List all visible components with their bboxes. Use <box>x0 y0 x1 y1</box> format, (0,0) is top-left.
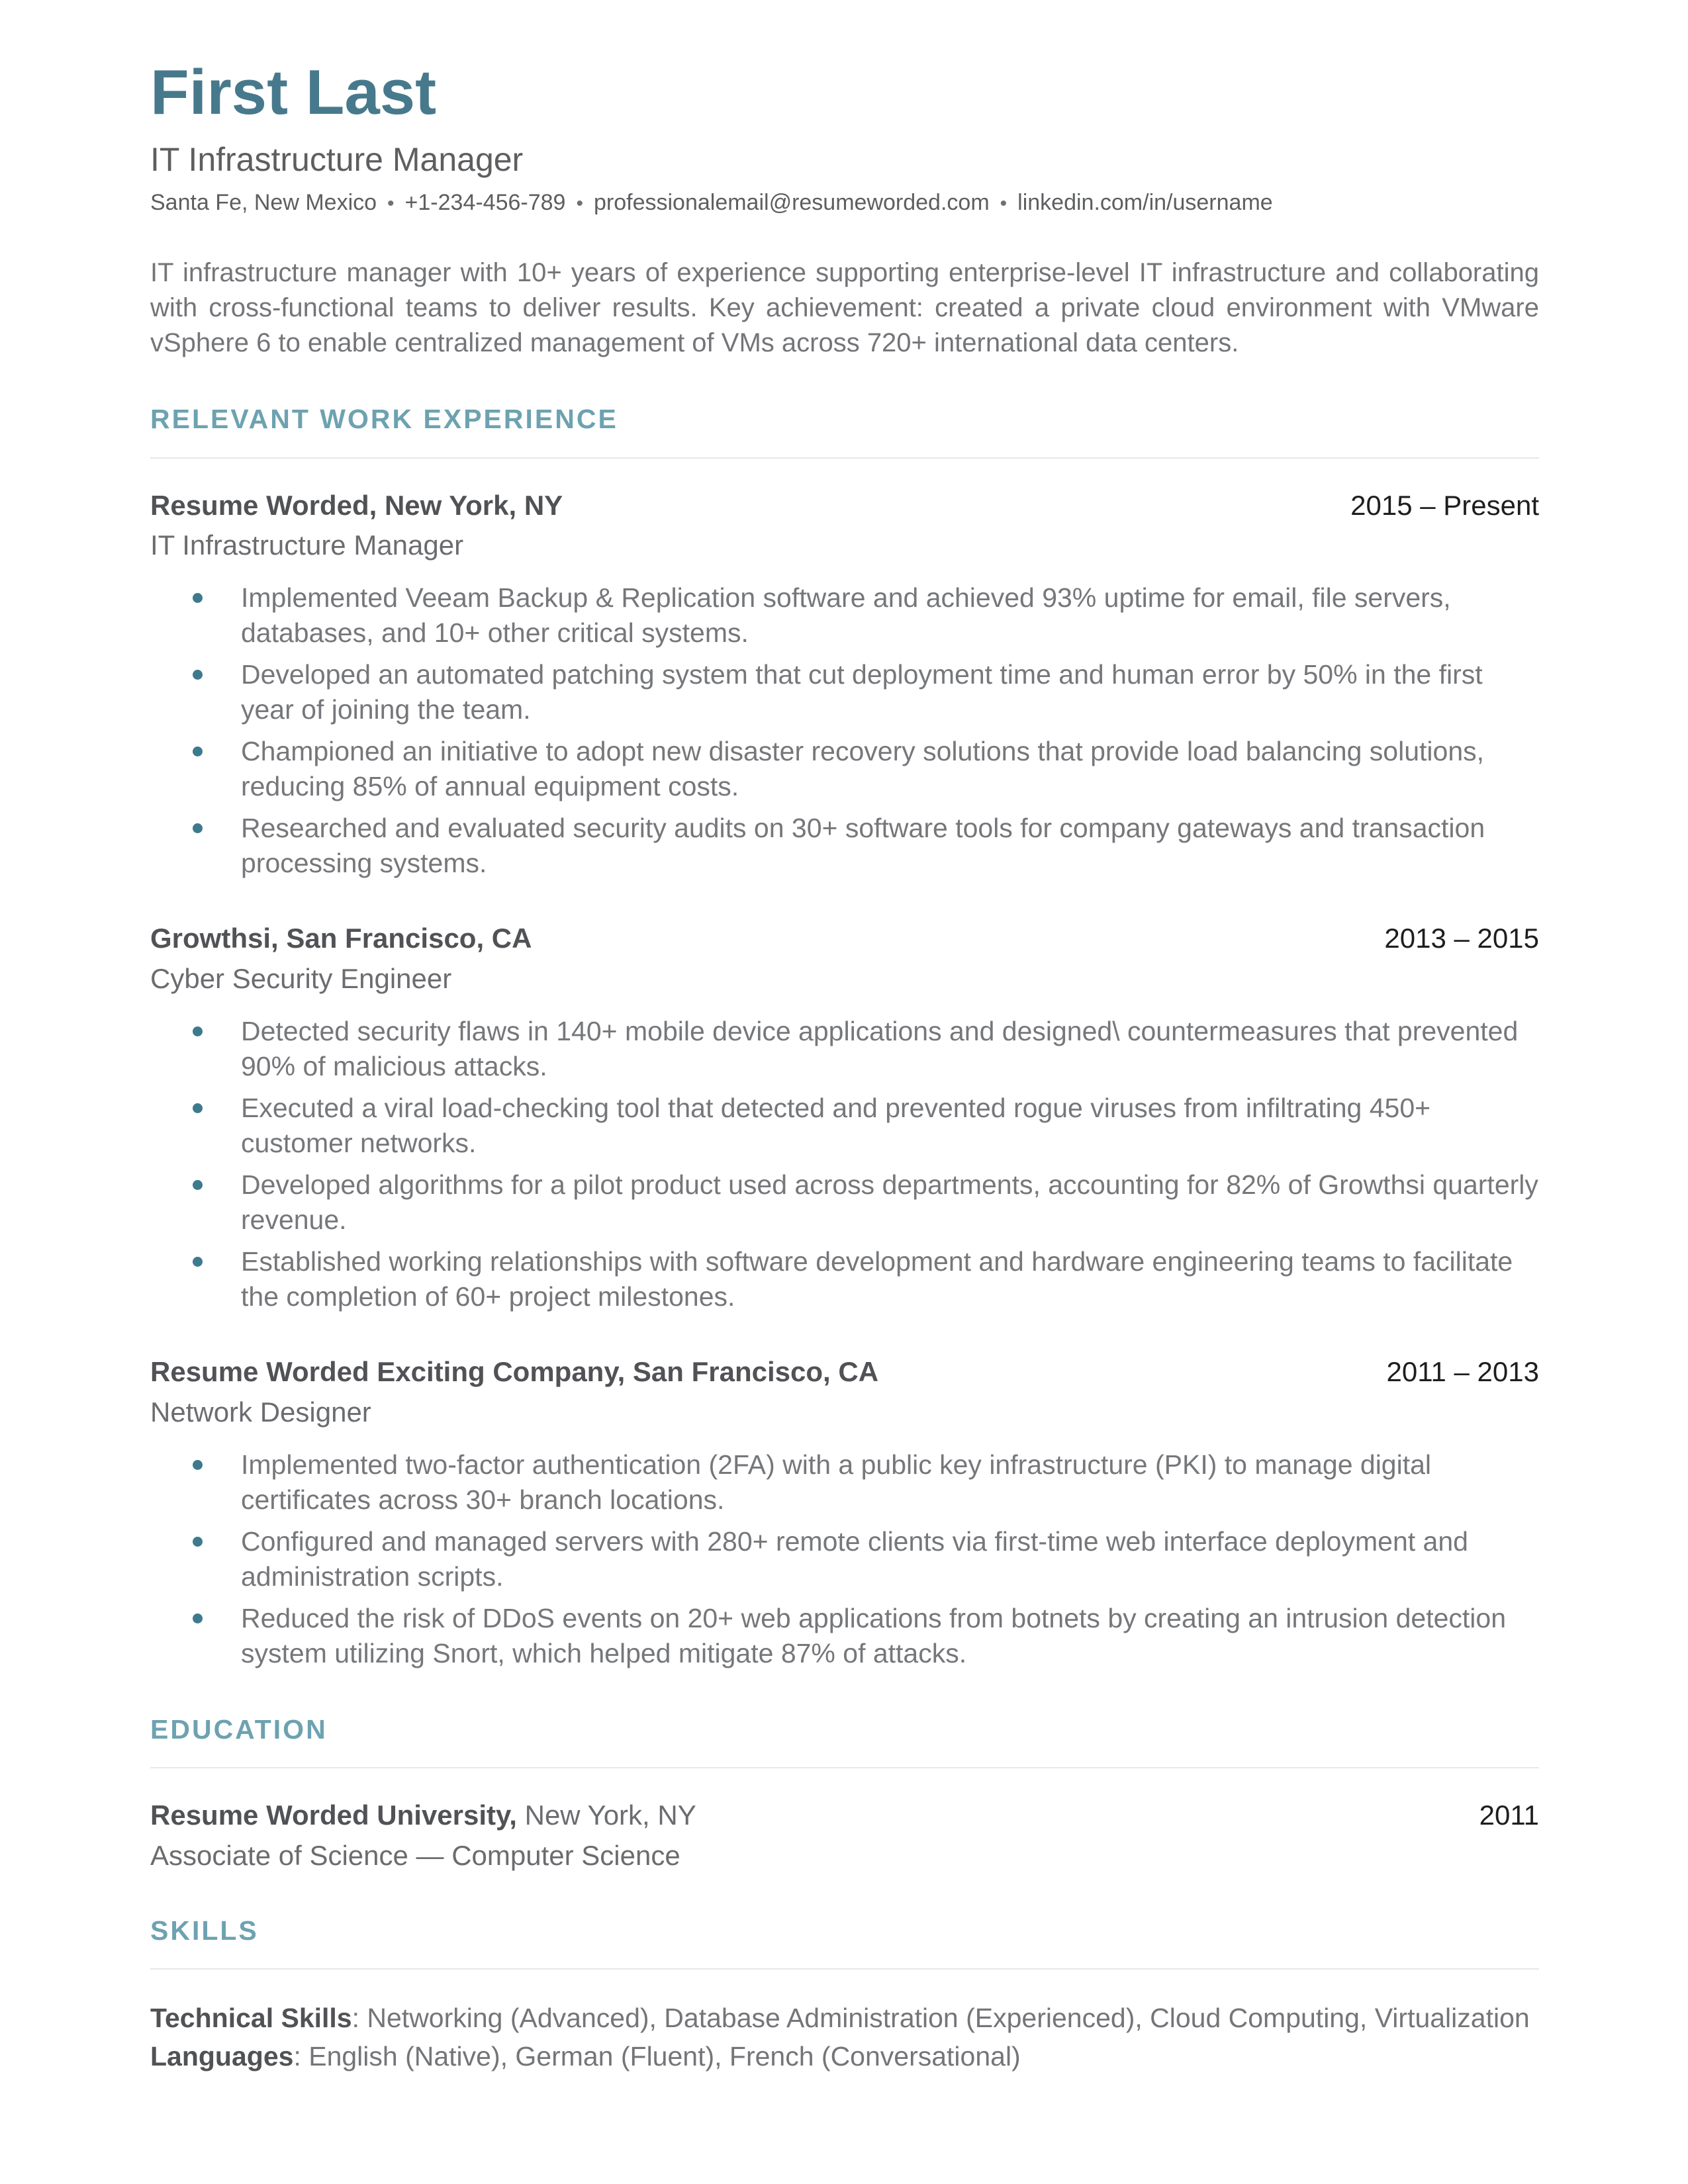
bullet-dot-icon <box>193 670 203 680</box>
skills-row <box>150 1999 1539 2037</box>
education-degree: Associate of Science — Computer Science <box>150 1839 680 1871</box>
education-entry <box>150 1799 1539 1872</box>
job-bullet <box>150 657 1539 727</box>
bullet-dot-icon <box>193 823 203 833</box>
job-bullet-text: Reduced the risk of DDoS events on 20+ web applications from botnets by creating an intrusion detection system utilizing Snort, which helped mitigate 87% of attacks. <box>241 1602 1507 1668</box>
contact-location: Santa Fe, New Mexico <box>150 190 377 216</box>
job-dates: 2011 – 2013 <box>1386 1356 1539 1388</box>
dot-separator-icon: • <box>1000 193 1008 215</box>
bullet-dot-icon <box>193 1026 203 1036</box>
skills-heading: SKILLS <box>150 1915 259 1946</box>
job-bullet <box>150 1091 1539 1161</box>
bullet-dot-icon <box>193 593 203 603</box>
bullet-dot-icon <box>193 1460 203 1470</box>
job-bullet-text: Configured and managed servers with 280+ remote clients via first-time web interface deployment and administration scripts. <box>241 1525 1468 1592</box>
job-header-row <box>150 922 1539 955</box>
job-bullet-text: Executed a viral load-checking tool that detected and prevented rogue viruses from infiltrating 450+ customer networks. <box>241 1093 1431 1159</box>
skills-list <box>150 1999 1539 2075</box>
job-role-title: Cyber Security Engineer <box>150 962 452 994</box>
job-bullet-text: Implemented Veeam Backup & Replication software and achieved 93% uptime for email, file servers, databases, and 10+ other critical systems. <box>241 582 1451 649</box>
bullet-dot-icon <box>193 1257 203 1267</box>
education-dates: 2011 <box>1479 1799 1539 1831</box>
job-bullet-text: Implemented two-factor authentication (2FA) with a public key infrastructure (PKI) to manage digital certificates across 30+ branch locations. <box>241 1449 1432 1515</box>
education-school <box>150 1799 696 1832</box>
job-entry <box>150 489 1539 882</box>
job-role-title: IT Infrastructure Manager <box>150 529 464 561</box>
job-role-title: Network Designer <box>150 1396 371 1428</box>
job-bullet-list <box>150 1014 1539 1314</box>
dot-separator-icon: • <box>387 193 395 215</box>
job-company: Resume Worded, New York, NY <box>150 489 563 521</box>
bullet-dot-icon <box>193 1537 203 1547</box>
job-company: Growthsi, San Francisco, CA <box>150 923 532 954</box>
job-bullet <box>150 734 1539 804</box>
education-header-row <box>150 1799 1539 1832</box>
job-dates: 2015 – Present <box>1350 489 1539 521</box>
bullet-dot-icon <box>193 747 203 756</box>
summary-paragraph: IT infrastructure manager with 10+ years of experience supporting enterprise-level IT infrastructure and collaborating with cross-functional teams to deliver results. Key achievement: created a private cloud environment with VMware vSphere 6 to enable centralized management of VMs across 720+ international data centers. <box>150 257 1539 358</box>
bullet-dot-icon <box>193 1103 203 1113</box>
job-bullet-text: Developed algorithms for a pilot product used across departments, accounting for 82% of Growthsi quarterly revenue. <box>241 1169 1538 1236</box>
contact-phone: +1-234-456-789 <box>404 190 566 216</box>
section-experience <box>150 403 1539 1671</box>
job-bullet <box>150 1014 1539 1084</box>
job-bullet <box>150 1601 1539 1671</box>
job-bullet-list <box>150 1447 1539 1671</box>
job-bullet <box>150 1447 1539 1518</box>
job-bullet-text: Researched and evaluated security audits on 30+ software tools for company gateways and transaction processing systems. <box>241 813 1485 879</box>
experience-heading: RELEVANT WORK EXPERIENCE <box>150 404 618 435</box>
job-bullet <box>150 1167 1539 1238</box>
skills-row-label: Languages <box>150 2041 294 2072</box>
candidate-name: First Last <box>150 57 437 128</box>
job-entry <box>150 1355 1539 1671</box>
section-skills <box>150 1915 1539 2075</box>
bullet-dot-icon <box>193 1614 203 1623</box>
section-education <box>150 1713 1539 1872</box>
section-divider <box>150 457 1539 459</box>
bullet-dot-icon <box>193 1180 203 1190</box>
job-bullet-text: Championed an initiative to adopt new disaster recovery solutions that provide load balancing solutions, reducing 85% of annual equipment costs. <box>241 736 1485 802</box>
resume-header <box>150 56 1539 361</box>
skills-row-value: : English (Native), German (Fluent), French (Conversational) <box>293 2041 1021 2072</box>
education-school-location: New York, NY <box>516 1799 696 1831</box>
job-bullet <box>150 1524 1539 1594</box>
job-bullet <box>150 580 1539 651</box>
dot-separator-icon: • <box>576 193 583 215</box>
skills-row-label: Technical Skills <box>150 2003 352 2034</box>
job-bullet <box>150 811 1539 881</box>
section-divider <box>150 1968 1539 1970</box>
jobs-list <box>150 489 1539 1671</box>
job-bullet-text: Detected security flaws in 140+ mobile device applications and designed\ countermeasures that prevented 90% of malicious attacks. <box>241 1016 1519 1082</box>
job-bullet <box>150 1244 1539 1314</box>
job-entry <box>150 922 1539 1314</box>
job-bullet-text: Established working relationships with software development and hardware engineering teams to facilitate the completion of 60+ project milestones. <box>241 1246 1513 1312</box>
job-bullet-list <box>150 580 1539 881</box>
contact-line <box>150 189 1539 217</box>
job-header-row <box>150 489 1539 522</box>
contact-email: professionalemail@resumeworded.com <box>593 190 990 216</box>
contact-linkedin: linkedin.com/in/username <box>1017 190 1273 216</box>
education-school-name: Resume Worded University, <box>150 1799 517 1831</box>
job-bullet-text: Developed an automated patching system that cut deployment time and human error by 50% in the first year of joining the team. <box>241 659 1483 725</box>
candidate-title: IT Infrastructure Manager <box>150 141 524 179</box>
skills-row-value: : Networking (Advanced), Database Administration (Experienced), Cloud Computing, Virtualization <box>352 2003 1530 2034</box>
section-divider <box>150 1767 1539 1768</box>
job-header-row <box>150 1355 1539 1388</box>
job-dates: 2013 – 2015 <box>1384 923 1539 954</box>
skills-row <box>150 2037 1539 2075</box>
job-company: Resume Worded Exciting Company, San Francisco, CA <box>150 1356 879 1388</box>
education-heading: EDUCATION <box>150 1713 328 1745</box>
